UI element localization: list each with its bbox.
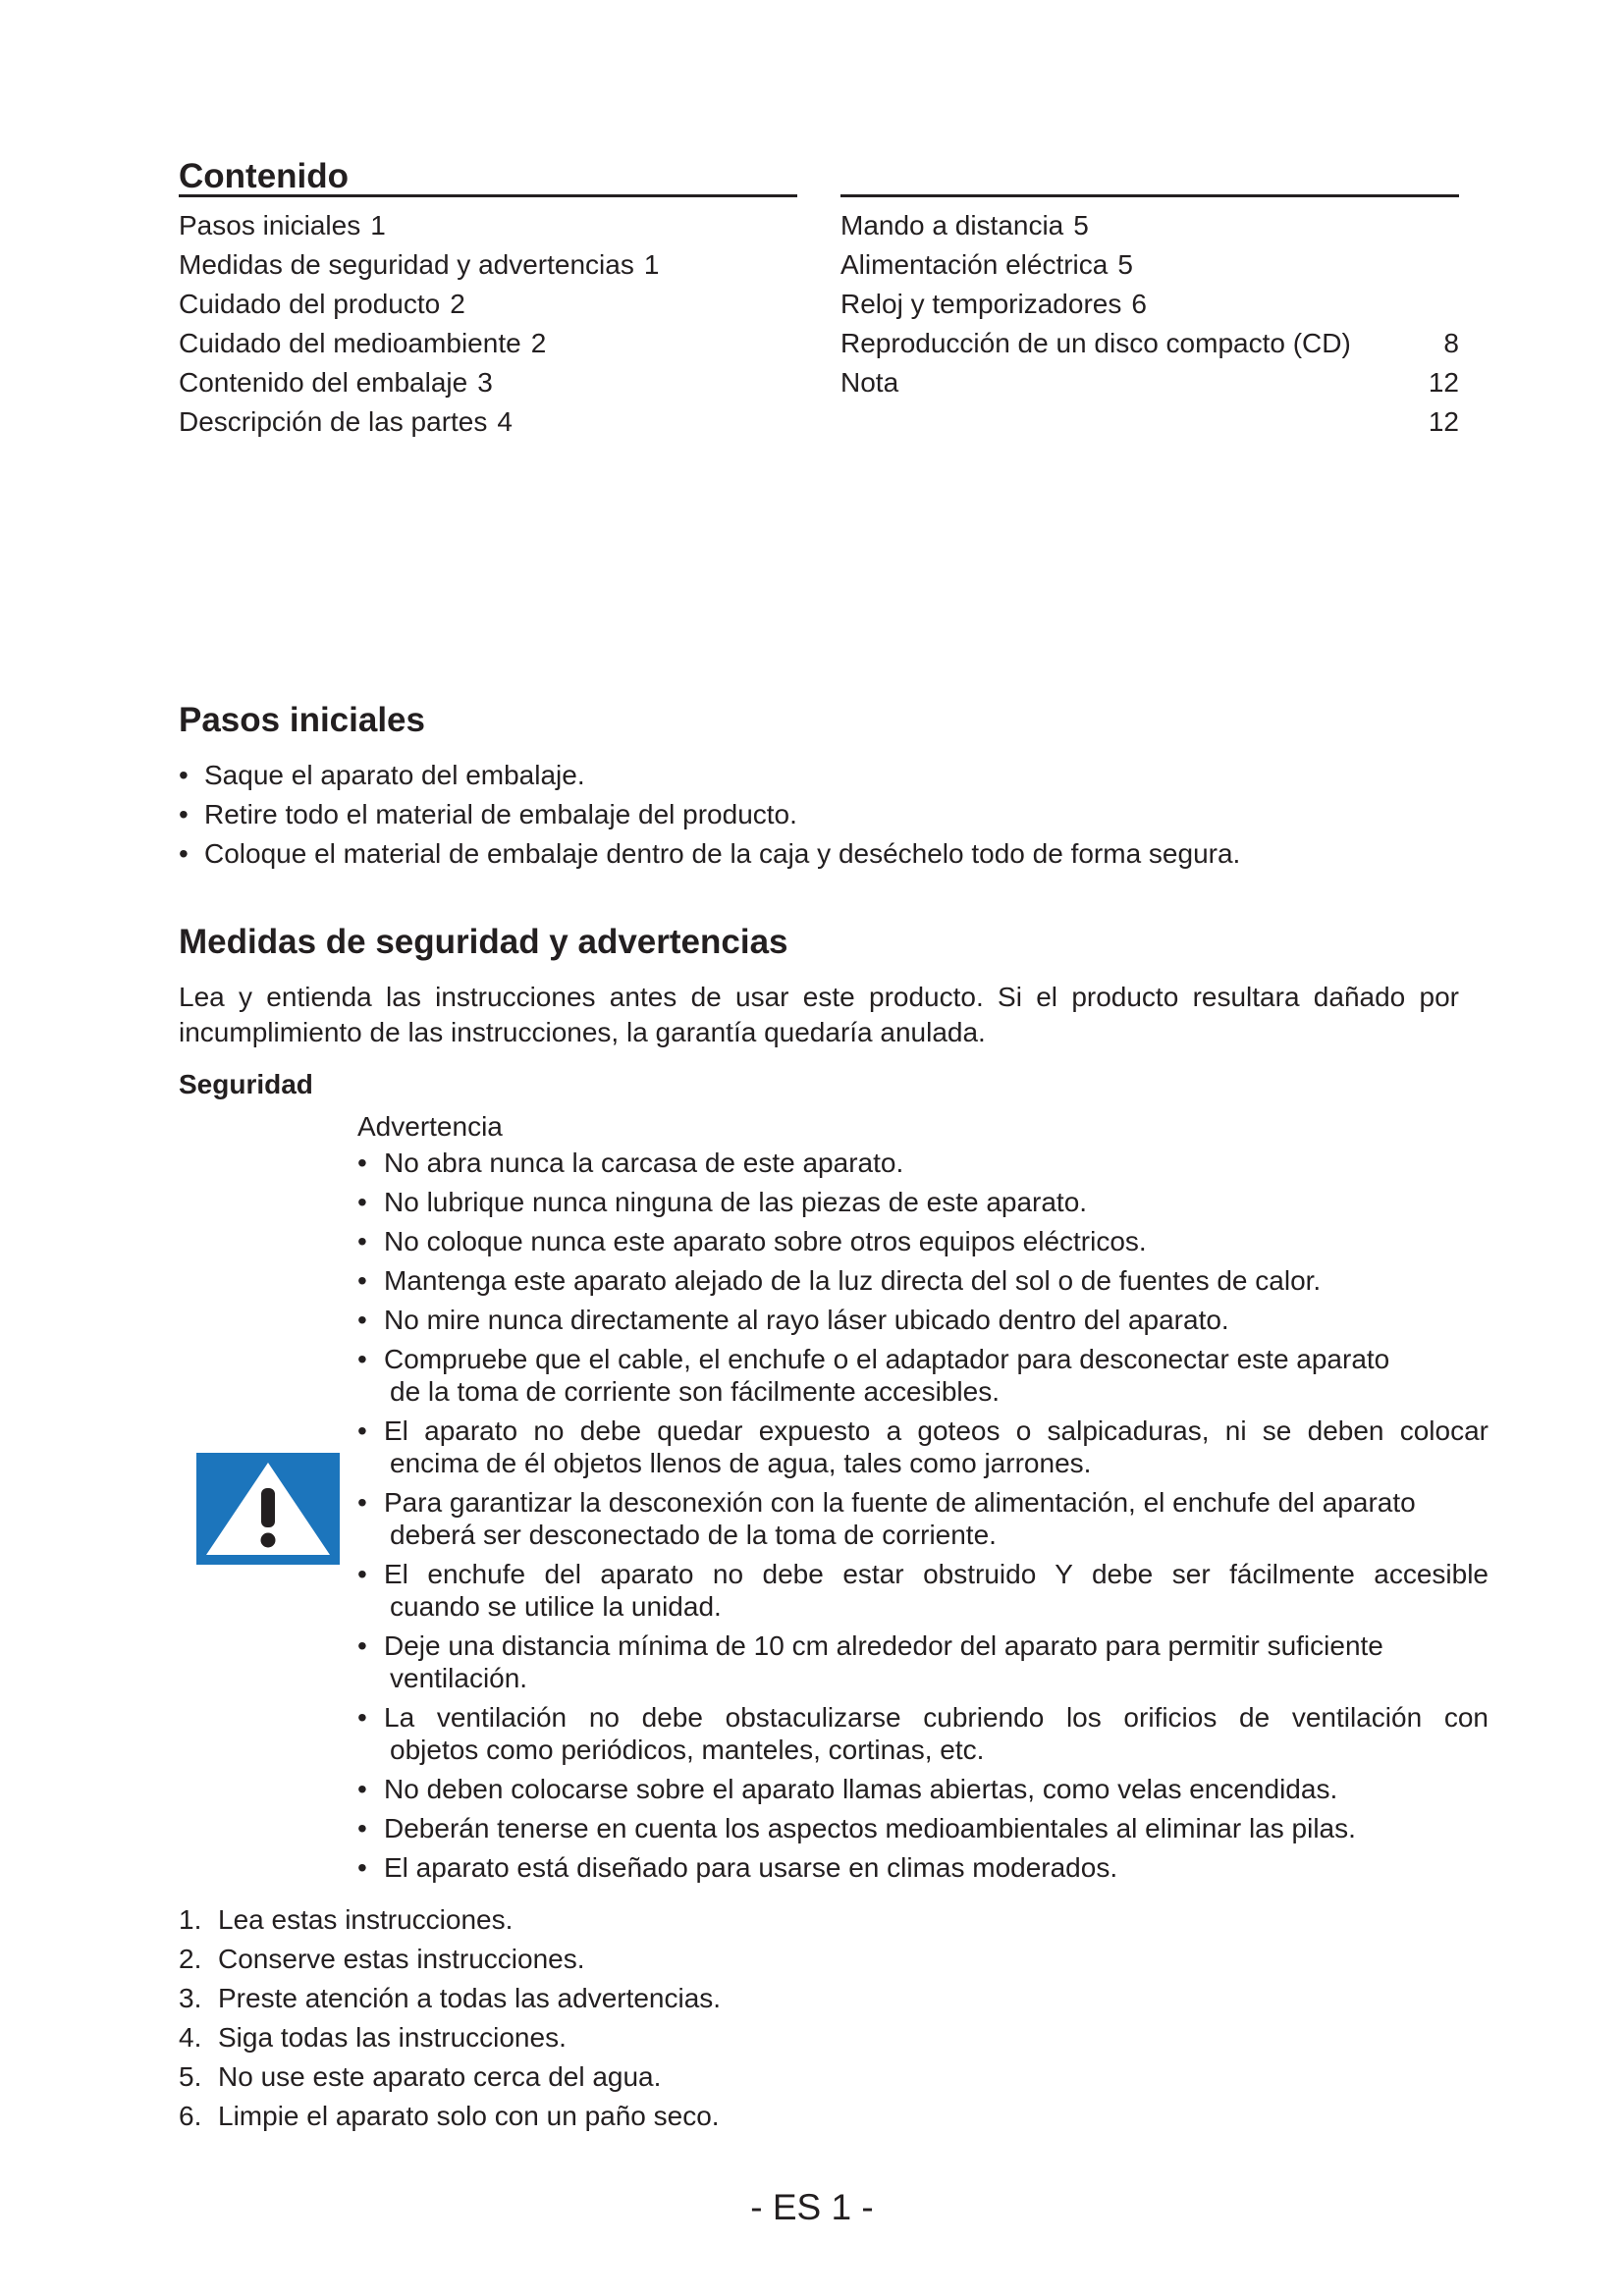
safety-intro: Lea y entienda las instrucciones antes de usar este producto. Si el producto resultara dañado por incumplimiento de las instrucciones, la garantía quedaría anulada.: [179, 982, 1459, 1047]
list-item: • Saque el aparato del embalaje.: [179, 756, 1240, 795]
list-item: • No deben colocarse sobre el aparato llamas abiertas, como velas encendidas.: [357, 1773, 1489, 1805]
toc-entry[interactable]: Pasos iniciales 1: [179, 210, 386, 240]
toc-entry[interactable]: Descripción de las partes 4: [179, 406, 513, 437]
toc-left-column: [179, 206, 807, 442]
list-item: • No abra nunca la carcasa de este aparato.: [357, 1147, 1489, 1179]
page-number: - ES 1 -: [750, 2187, 874, 2227]
instructions-numbered-list: [179, 1900, 721, 2136]
section-title-getting-started: Pasos iniciales: [179, 701, 425, 739]
section-title-safety: Medidas de seguridad y advertencias: [179, 923, 788, 961]
toc-entry[interactable]: Reloj y temporizadores 6: [840, 289, 1147, 319]
list-item: • Para garantizar la desconexión con la fuente de alimentación, el enchufe del aparato deberá ser desconectado de la toma de corriente.: [357, 1486, 1489, 1551]
list-item: • Deberán tenerse en cuenta los aspectos medioambientales al eliminar las pilas.: [357, 1812, 1489, 1844]
list-item: • Deje una distancia mínima de 10 cm alrededor del aparato para permitir suficiente ventilación.: [357, 1629, 1489, 1694]
toc-entry[interactable]: Cuidado del medioambiente 2: [179, 328, 547, 358]
list-item: • No lubrique nunca ninguna de las piezas de este aparato.: [357, 1186, 1489, 1218]
toc-header-rule-left: [179, 149, 797, 197]
list-item: 3. Preste atención a todas las advertencias.: [179, 1983, 722, 2013]
subsection-title-security: Seguridad: [179, 1069, 313, 1099]
list-item: 1. Lea estas instrucciones.: [179, 1904, 514, 1935]
toc-entry[interactable]: Cuidado del producto 2: [179, 289, 465, 319]
toc-title: Contenido: [179, 157, 350, 195]
toc-header-rule-right: [840, 149, 1459, 197]
list-item: • Compruebe que el cable, el enchufe o el adaptador para desconectar este aparato de la toma de corriente son fácilmente accesibles.: [357, 1343, 1489, 1408]
list-item: • Mantenga este aparato alejado de la luz directa del sol o de fuentes de calor.: [357, 1264, 1489, 1297]
toc-entry[interactable]: Alimentación eléctrica 5: [840, 249, 1133, 280]
list-item: • El enchufe del aparato no debe estar obstruido Y debe ser fácilmente accesible cuando se utilice la unidad.: [357, 1558, 1489, 1623]
toc-entry[interactable]: Medidas de seguridad y advertencias 1: [179, 249, 660, 280]
toc-entry[interactable]: 12: [1428, 406, 1459, 437]
getting-started-list: [179, 756, 1240, 874]
warning-heading: Advertencia: [357, 1111, 503, 1142]
list-item: • No coloque nunca este aparato sobre otros equipos eléctricos.: [357, 1225, 1489, 1257]
list-item: 4. Siga todas las instrucciones.: [179, 2022, 567, 2053]
list-item: 6. Limpie el aparato solo con un paño seco.: [179, 2101, 720, 2131]
list-item: • No mire nunca directamente al rayo láser ubicado dentro del aparato.: [357, 1304, 1489, 1336]
list-item: • Retire todo el material de embalaje del producto.: [179, 795, 1240, 834]
list-item: • El aparato no debe quedar expuesto a goteos o salpicaduras, ni se deben colocar encima de él objetos llenos de agua, tales como jarrones.: [357, 1415, 1489, 1479]
list-item: • El aparato está diseñado para usarse en climas moderados.: [357, 1851, 1489, 1884]
toc-entry[interactable]: Nota 12: [840, 367, 1459, 398]
list-item: 5. No use este aparato cerca del agua.: [179, 2061, 662, 2092]
list-item: 2. Conserve estas instrucciones.: [179, 1944, 585, 1974]
toc-entry[interactable]: Mando a distancia 5: [840, 210, 1089, 240]
toc-entry[interactable]: Reproducción de un disco compacto (CD) 8: [840, 328, 1459, 358]
toc-entry[interactable]: Contenido del embalaje 3: [179, 367, 493, 398]
list-item: • Coloque el material de embalaje dentro de la caja y deséchelo todo de forma segura.: [179, 834, 1240, 874]
warning-triangle-icon: [196, 1453, 340, 1565]
toc-right-column: [840, 206, 1459, 442]
warning-list: [357, 1147, 1489, 1891]
list-item: • La ventilación no debe obstaculizarse cubriendo los orificios de ventilación con objetos como periódicos, manteles, cortinas, etc.: [357, 1701, 1489, 1766]
